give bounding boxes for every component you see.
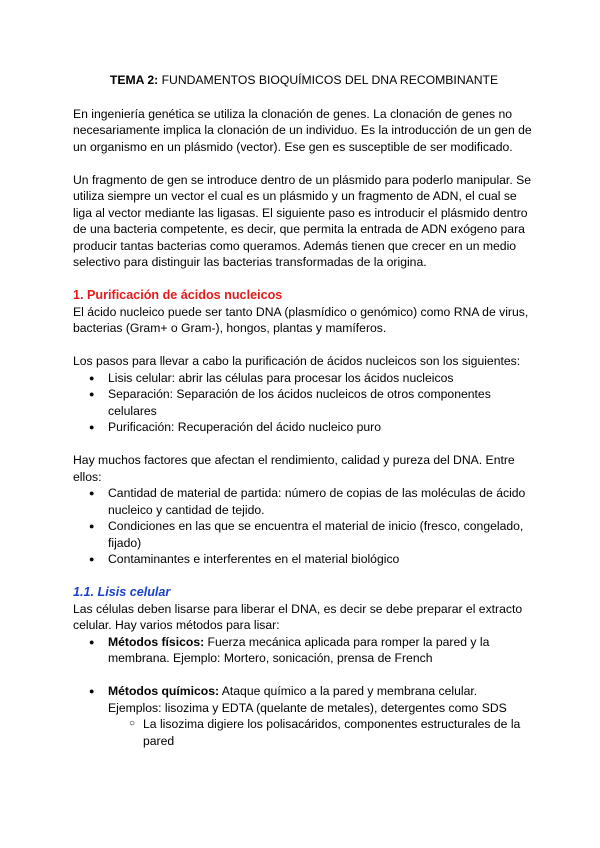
chemical-methods-examples: Ejemplos: lisozima y EDTA (quelante de metales), detergentes como SDS (108, 700, 507, 715)
lysis-methods-list (73, 634, 535, 750)
list-item: ● Contaminantes e interferentes en el material biológico (73, 551, 535, 568)
section-1-paragraph-1: El ácido nucleico puede ser tanto DNA (plasmídico o genómico) como RNA de virus, bacterias (Gram+ o Gram-), hongos, plantas y mamíferos. (73, 304, 529, 335)
chemical-methods-label: Métodos químicos: (108, 684, 220, 698)
section-1-paragraph-2: Los pasos para llevar a cabo la purificación de ácidos nucleicos son los siguientes: (73, 354, 521, 368)
list-item: ● Purificación: Recuperación del ácido nucleico puro (73, 419, 535, 436)
physical-methods-text: Fuerza mecánica aplicada para romper la pared y la membrana. Ejemplo: Mortero, sonicación, prensa de French (108, 634, 490, 665)
list-item: ● Lisis celular: abrir las células para procesar los ácidos nucleicos (73, 370, 535, 387)
blank-list-item (73, 667, 535, 684)
steps-list (73, 370, 535, 436)
document-page (73, 72, 535, 749)
title-number: TEMA 2: (109, 73, 159, 87)
list-item: ● Separación: Separación de los ácidos nucleicos de otros componentes celulares (73, 386, 535, 419)
chemical-methods-text: Ataque químico a la pared y membrana celular. (219, 684, 478, 698)
document-title (73, 72, 535, 89)
section-1-1-paragraph-1: Las células deben lisarse para liberar el DNA, es decir se debe preparar el extracto celular. Hay varios métodos para lisar: (73, 601, 523, 632)
sub-list-item: ○ La lisozima digiere los polisacáridos, componentes estructurales de la pared (73, 716, 535, 749)
physical-methods-label: Métodos físicos: (108, 634, 205, 649)
list-item: ● Cantidad de material de partida: número de copias de las moléculas de ácido nucleico y cantidad de tejido. (73, 485, 535, 518)
factors-list (73, 485, 535, 568)
list-item-chemical-methods (73, 683, 535, 716)
title-text: FUNDAMENTOS BIOQUÍMICOS DEL DNA RECOMBINANTE (158, 73, 499, 87)
list-item: ● Condiciones en las que se encuentra el material de inicio (fresco, congelado, fijado) (73, 518, 535, 551)
intro-paragraph-2: Un fragmento de gen se introduce dentro de un plásmido para poderlo manipular. Se utiliza siempre un vector el cual es un plásmido y un fragmento de ADN, el cual se liga al vector mediante las ligasas. El siguiente paso es introducir el plásmido dentro de una bacteria competente, es decir, que permita la entrada de ADN exógeno para producir tantas bacterias como queramos. Además tienen que crecer en un medio selectivo para distinguir las bacterias transformadas de la origina. (73, 172, 532, 269)
list-item-physical-methods (73, 634, 535, 667)
intro-paragraph-1: En ingeniería genética se utiliza la clonación de genes. La clonación de genes no necesariamente implica la clonación de un individuo. Es la introducción de un gen de un organismo en un plásmido (vector). Ese gen es susceptible de ser modificado. (73, 106, 532, 154)
section-1-paragraph-3: Hay muchos factores que afectan el rendimiento, calidad y pureza del DNA. Entre ellos: (73, 453, 515, 484)
section-1-1-heading: 1.1. Lisis celular (73, 585, 171, 599)
section-1-heading: 1. Purificación de ácidos nucleicos (73, 288, 283, 302)
